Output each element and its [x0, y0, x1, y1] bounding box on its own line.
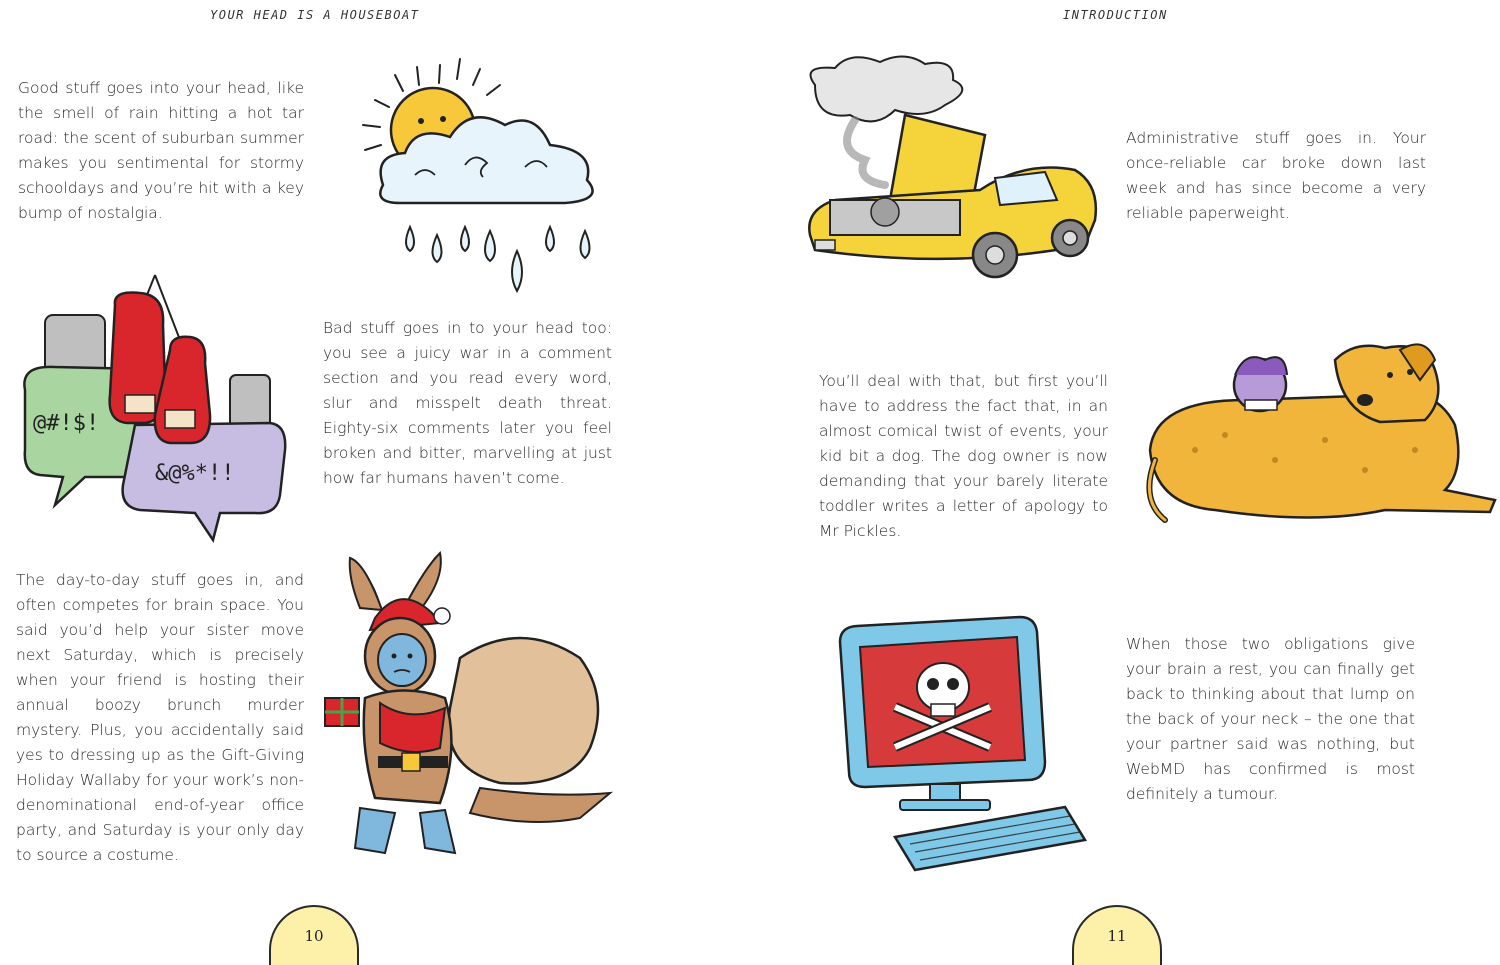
page-number-left: 10 — [269, 905, 359, 965]
paragraph-good-stuff: Good stuff goes into your head, like the smell of rain hitting a hot tar road: the scent of suburban summer makes you sentimental for stormy schooldays and you’re hit with a key bump of nostalgia. — [18, 79, 304, 222]
kid-biting-dog-illustration — [1135, 340, 1500, 530]
skull-computer-illustration — [835, 612, 1090, 874]
boxing-gloves-speech-bubbles-illustration — [15, 245, 290, 545]
right-page — [750, 0, 1500, 965]
paragraph-kid-bit-dog: You’ll deal with that, but first you’ll have to address the fact that, in an almost comical twist of events, your kid bit a dog. The dog owner is now demanding that your barely literate toddler writes a letter of apology to Mr Pickles. — [819, 372, 1108, 540]
paragraph-day-to-day-stuff: The day-to-day stuff goes in, and often competes for brain space. You said you’d help your sister move next Saturday, which is precisely when your friend is hosting their annual boozy brunch murder mystery. Plus, you accidentally said yes to dressing up as the Gift-Giving Holiday Wallaby for your work’s non-denominational end-of-year office party, and Saturday is your only day to source a costume. — [16, 571, 304, 864]
wallaby-costume-illustration — [320, 548, 615, 878]
speech-text-1: @#!$! — [33, 411, 100, 436]
sun-cloud-rain-illustration — [355, 55, 630, 300]
paragraph-bad-stuff: Bad stuff goes in to your head too: you see a juicy war in a comment section and you read every word, slur and misspelt death threat. Eighty-six comments later you feel broken and bitter, marvelling at just how far humans haven’t come. — [323, 319, 612, 487]
broken-car-illustration — [795, 50, 1110, 285]
speech-text-2: &@%*!! — [155, 461, 235, 486]
paragraph-lump: When those two obligations give your brain a rest, you can finally get back to thinking about that lump on the back of your neck – the one that your partner said was nothing, but WebMD has confirmed is most definitely a tumour. — [1126, 635, 1415, 803]
running-head-left: YOUR HEAD IS A HOUSEBOAT — [210, 8, 420, 22]
page-number-right: 11 — [1072, 905, 1162, 965]
running-head-right: INTRODUCTION — [1063, 8, 1168, 22]
paragraph-administrative-stuff: Administrative stuff goes in. Your once-reliable car broke down last week and has since become a very reliable paperweight. — [1126, 129, 1426, 222]
